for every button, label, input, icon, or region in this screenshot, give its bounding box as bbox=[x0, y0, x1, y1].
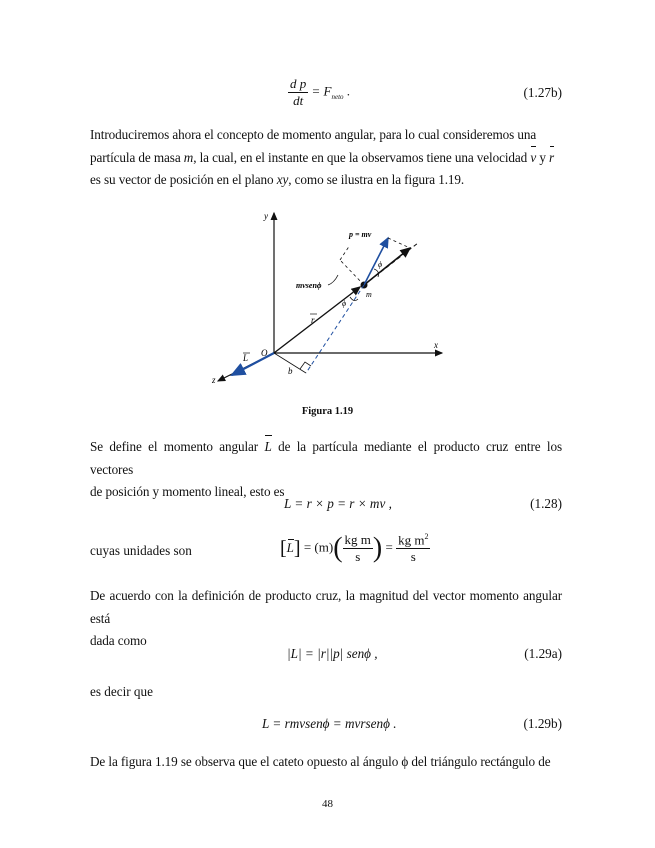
equation-1-29a: |L| = |r||p| senϕ , bbox=[287, 646, 378, 661]
angle-arc bbox=[350, 297, 358, 301]
mv-sen-phi-label: mvsenϕ bbox=[296, 281, 322, 290]
equation-number-1-28: (1.28) bbox=[530, 496, 562, 511]
left-paren: ( bbox=[333, 532, 343, 564]
equation-number-1-29b: (1.29b) bbox=[523, 716, 562, 731]
math-L: L bbox=[286, 539, 294, 555]
paragraph-line: De acuerdo con la definición de producto cruz, la magnitud del vector momento angular está bbox=[90, 588, 562, 626]
math-plane: xy bbox=[276, 172, 289, 187]
fraction-numerator: d p bbox=[290, 76, 307, 91]
phi-label-1: ϕ bbox=[342, 299, 347, 308]
paragraph-line: de posición y momento lineal, esto es bbox=[90, 484, 285, 499]
paragraph-line: De la figura 1.19 se observa que el cateto opuesto al ángulo ϕ del triángulo rectángulo de bbox=[90, 754, 551, 769]
equals: = bbox=[303, 539, 312, 555]
paragraph-line: dada como bbox=[90, 633, 147, 648]
angular-momentum-vector bbox=[232, 353, 274, 375]
r-label: r bbox=[311, 315, 315, 325]
paragraph-definition bbox=[90, 436, 562, 504]
unit-fraction-1 bbox=[343, 532, 373, 565]
paragraph-intro-momento-angular bbox=[90, 124, 562, 192]
equation-end: . bbox=[346, 83, 351, 99]
math-angular-momentum: L bbox=[264, 436, 271, 459]
text-fragment: de la partícula mediante el producto cruz entre los vectores bbox=[90, 439, 562, 477]
equation-rhs: = F bbox=[311, 83, 332, 99]
equation-1-27b bbox=[288, 76, 350, 109]
units-equation bbox=[280, 532, 430, 565]
page-number: 48 bbox=[322, 798, 333, 810]
dashed-guide bbox=[340, 245, 350, 260]
bracket bbox=[328, 275, 338, 285]
p-equals-mv-label: p = mv bbox=[349, 230, 372, 239]
unit-exponent: 2 bbox=[424, 532, 429, 541]
equals: = bbox=[385, 539, 393, 555]
axis-label-z: z bbox=[212, 375, 216, 385]
lever-arm-line bbox=[306, 285, 364, 373]
text-fragment: , como se ilustra en la figura 1.19. bbox=[288, 172, 465, 187]
unit-numerator-text: kg m bbox=[398, 532, 425, 548]
units-label: cuyas unidades son bbox=[90, 543, 192, 558]
es-decir-que: es decir que bbox=[90, 684, 153, 699]
paragraph-line bbox=[90, 169, 562, 192]
paragraph-line bbox=[90, 147, 562, 170]
text-fragment: Se define el momento angular bbox=[90, 439, 259, 454]
math-velocity-vector: v bbox=[530, 147, 536, 170]
b-label: b bbox=[288, 366, 293, 376]
phi-label-2: ϕ bbox=[378, 260, 383, 269]
unit-numerator bbox=[396, 532, 430, 549]
derivative-fraction bbox=[288, 76, 308, 109]
paragraph-magnitude bbox=[90, 585, 562, 653]
text-fragment: y bbox=[539, 149, 546, 165]
dashed-guide bbox=[388, 238, 410, 248]
origin-label: O bbox=[261, 348, 268, 358]
axis-label-y: y bbox=[264, 211, 268, 221]
unit-denominator: s bbox=[355, 549, 361, 565]
paragraph-line bbox=[90, 436, 562, 481]
equation-subscript: neto bbox=[331, 93, 344, 102]
figure-1-19 bbox=[200, 205, 460, 395]
figure-caption: Figura 1.19 bbox=[301, 406, 354, 417]
right-paren: ) bbox=[372, 532, 383, 564]
math-position-vector: r bbox=[549, 147, 554, 170]
L-label: L bbox=[243, 353, 249, 363]
perpendicular-component bbox=[364, 238, 388, 285]
left-bracket: [ bbox=[280, 537, 287, 560]
text-fragment: , la cual, en el instante en que la observamos tiene una velocidad bbox=[193, 149, 528, 165]
unit-fraction-2 bbox=[396, 532, 430, 565]
m-label: m bbox=[366, 290, 372, 299]
paragraph-final bbox=[90, 751, 562, 774]
axis-label-x: x bbox=[434, 340, 438, 350]
unit-denominator: s bbox=[410, 549, 416, 565]
unit-numerator: kg m bbox=[344, 532, 371, 548]
momentum-vector bbox=[364, 248, 410, 285]
equation-number-1-29a: (1.29a) bbox=[524, 646, 562, 661]
equation-number-1-27b: (1.27b) bbox=[523, 85, 562, 100]
paragraph-line: Introduciremos ahora el concepto de momento angular, para lo cual consideremos una bbox=[90, 127, 537, 142]
position-vector bbox=[274, 287, 360, 353]
text-fragment: es su vector de posición en el plano bbox=[90, 172, 274, 187]
dashed-guide bbox=[340, 260, 364, 285]
equation-1-29b: L = rmvsenϕ = mvrsenϕ . bbox=[262, 716, 397, 731]
text-fragment: partícula de masa bbox=[90, 149, 181, 165]
right-bracket: ] bbox=[293, 537, 301, 560]
unit-meter: (m) bbox=[314, 539, 334, 555]
fraction-denominator: dt bbox=[293, 93, 304, 108]
equation-1-28: L = r × p = r × mv , bbox=[284, 496, 392, 511]
math-mass: m bbox=[183, 149, 194, 165]
